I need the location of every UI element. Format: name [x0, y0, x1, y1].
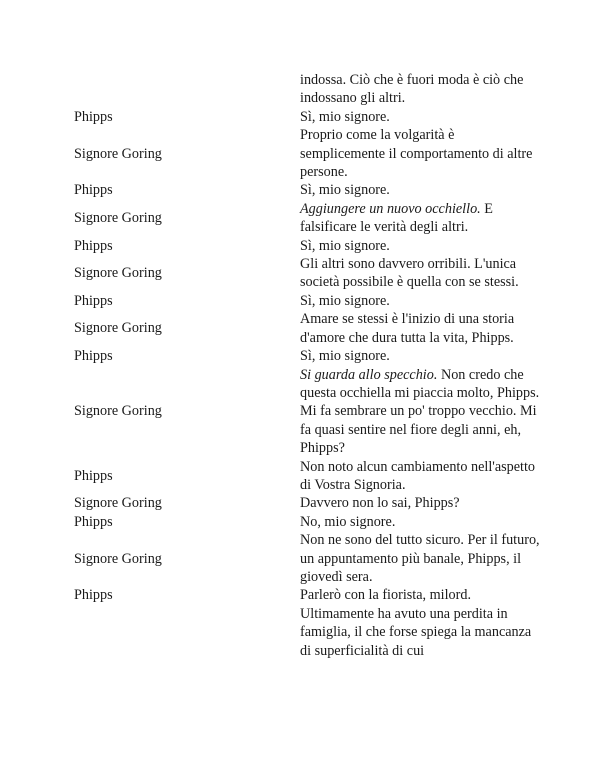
dialogue-row: [74, 200, 540, 237]
speaker-name: [74, 71, 300, 108]
dialogue-text: Sì, mio signore.: [300, 292, 390, 309]
dialogue-text: E falsificare le verità degli altri.: [300, 200, 493, 236]
dialogue-row: [74, 71, 540, 108]
dialogue-row: [74, 292, 540, 310]
dialogue-row: [74, 181, 540, 199]
dialogue-table: [74, 71, 540, 660]
dialogue-line: [300, 71, 540, 108]
dialogue-line: [300, 366, 540, 458]
dialogue-line: [300, 181, 540, 199]
dialogue-row: [74, 126, 540, 181]
dialogue-row: [74, 310, 540, 347]
speaker-name: Signore Goring: [74, 550, 162, 567]
speaker-name: Signore Goring: [74, 145, 162, 162]
speaker-name: Signore Goring: [74, 210, 162, 227]
speaker-name: Signore Goring: [74, 320, 162, 337]
dialogue-text: Sì, mio signore.: [300, 108, 390, 125]
speaker-name: Signore Goring: [74, 265, 162, 282]
speaker-name: Phipps: [74, 237, 113, 254]
dialogue-text: Amare se stessi è l'inizio di una storia d'amore che dura tutta la vita, Phipps.: [300, 311, 515, 346]
speaker-name: Signore Goring: [74, 403, 162, 420]
dialogue-text: No, mio signore.: [300, 513, 396, 530]
dialogue-line: [300, 237, 540, 255]
speaker-name: Phipps: [74, 348, 113, 365]
dialogue-row: [74, 237, 540, 255]
dialogue-line: [300, 347, 540, 365]
dialogue-line: [300, 531, 540, 586]
stage-direction: Si guarda allo specchio.: [300, 366, 438, 383]
dialogue-row: [74, 255, 540, 292]
stage-direction: Aggiungere un nuovo occhiello.: [300, 200, 481, 217]
dialogue-row: [74, 531, 540, 586]
dialogue-row: [74, 347, 540, 365]
dialogue-text: Sì, mio signore.: [300, 182, 390, 199]
speaker-name: Phipps: [74, 587, 113, 604]
dialogue-line: [300, 458, 540, 495]
dialogue-line: [300, 586, 540, 660]
dialogue-line: [300, 292, 540, 310]
dialogue-line: [300, 310, 540, 347]
dialogue-text: Davvero non lo sai, Phipps?: [300, 495, 460, 512]
dialogue-text: indossa. Ciò che è fuori moda è ciò che indossano gli altri.: [300, 72, 524, 107]
dialogue-row: [74, 586, 540, 660]
dialogue-line: [300, 494, 540, 512]
dialogue-row: [74, 513, 540, 531]
dialogue-text: Proprio come la volgarità è semplicemente il comportamento di altre persone.: [300, 127, 533, 181]
speaker-name: Phipps: [74, 108, 113, 125]
speaker-name: Phipps: [74, 182, 113, 199]
dialogue-text: Non ne sono del tutto sicuro. Per il futuro, un appuntamento più banale, Phipps, il giovedì sera.: [300, 532, 540, 585]
speaker-name: Phipps: [74, 513, 113, 530]
dialogue-line: [300, 255, 540, 292]
dialogue-text: Parlerò con la fiorista, milord. Ultimamente ha avuto una perdita in famiglia, il che forse spiega la mancanza di superficialità di cui: [300, 587, 532, 659]
dialogue-line: [300, 513, 540, 531]
dialogue-row: [74, 108, 540, 126]
dialogue-text: Gli altri sono davvero orribili. L'unica società possibile è quella con se stessi.: [300, 256, 519, 291]
dialogue-line: [300, 200, 540, 237]
dialogue-text: Sì, mio signore.: [300, 348, 390, 365]
dialogue-text: Sì, mio signore.: [300, 237, 390, 254]
speaker-name: Phipps: [74, 292, 113, 309]
dialogue-row: [74, 366, 540, 458]
dialogue-row: [74, 494, 540, 512]
dialogue-line: [300, 108, 540, 126]
speaker-name: Signore Goring: [74, 495, 162, 512]
dialogue-text: Non noto alcun cambiamento nell'aspetto di Vostra Signoria.: [300, 458, 536, 493]
speaker-name: Phipps: [74, 467, 113, 484]
dialogue-text: Non credo che questa occhiella mi piaccia molto, Phipps. Mi fa sembrare un po' troppo vecchio. Mi fa quasi sentire nel fiore degli anni, eh, Phipps?: [300, 366, 540, 457]
dialogue-row: [74, 458, 540, 495]
dialogue-line: [300, 126, 540, 181]
script-page: [0, 71, 600, 660]
